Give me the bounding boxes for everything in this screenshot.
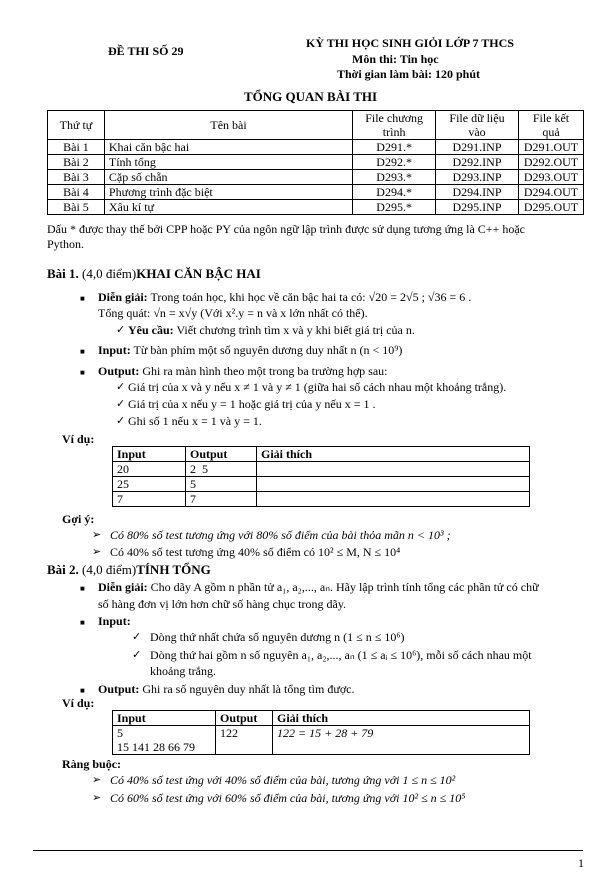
column-header: File chương trình (353, 111, 436, 140)
bullet-icon: ■ (80, 584, 85, 593)
constraint-2: Có 60% số test ứng với 60% số điểm của bài, tương ứng với 10² ≤ n ≤ 10⁵ (110, 791, 466, 805)
problem2-description (98, 580, 539, 595)
output-case-2: Giá trị của x nếu y = 1 hoặc giá trị của y nếu x = 1 . (128, 397, 376, 411)
bullet-icon: ■ (80, 686, 85, 695)
table-cell (113, 726, 216, 755)
table-row (48, 155, 584, 170)
table-header-row (48, 111, 584, 140)
hint-label: Gợi ý: (62, 512, 95, 526)
check-icon: ✓ (116, 398, 126, 410)
description-text: Cho dãy A gồm n phần tử a₁, a₂,..., aₙ. Hãy lập trình tính tổng các phần tử có chữ (150, 580, 539, 594)
table-cell (257, 462, 530, 477)
column-header: Giải thích (273, 711, 530, 726)
general-label: Tổng quát: (98, 306, 151, 320)
exam-time: Thời gian làm bài: 120 phút (337, 67, 481, 81)
table-cell: D295.* (353, 200, 436, 215)
footer-divider (33, 850, 583, 851)
bullet-icon: ■ (80, 618, 85, 627)
table-row (113, 492, 530, 507)
page-number: 1 (578, 856, 584, 870)
arrow-icon: ➢ (92, 792, 102, 804)
table-cell: Khai căn bậc hai (104, 140, 352, 155)
requirement-text: Viết chương trình tìm x và y khi biết giá trị của n. (176, 323, 415, 337)
input-line-2-cont: khoảng trắng. (150, 664, 216, 678)
column-header: Input (113, 711, 216, 726)
output-label: Output: (98, 682, 140, 696)
problem1-description (98, 290, 471, 305)
table-cell: D292.* (353, 155, 436, 170)
arrow-icon: ➢ (92, 529, 102, 541)
problem1-title: KHAI CĂN BẬC HAI (136, 266, 261, 281)
column-header: Giải thích (257, 447, 530, 462)
overview-note-line1: Dấu * được thay thế bởi CPP hoặc PY của ngôn ngữ lập trình được sử dụng tương ứng là C++ hoặc (47, 222, 525, 236)
constraint-1: Có 40% số test ứng với 40% số điểm của bài, tương ứng với 1 ≤ n ≤ 10² (110, 773, 456, 787)
table-cell: D293.* (353, 170, 436, 185)
input-line-2: Dòng thứ hai gồm n số nguyên a₁, a₂,..., aₙ (1 ≤ aᵢ ≤ 10⁶), mỗi số cách nhau một (150, 648, 532, 662)
description-label: Diễn giải: (98, 580, 148, 594)
overview-note-line2: Python. (47, 237, 85, 251)
requirement-label: Yêu cầu: (128, 323, 174, 337)
table-cell: 7 (113, 492, 186, 507)
problem1-general (98, 306, 368, 321)
table-cell: Xâu kí tự (104, 200, 352, 215)
problem2-title: TÍNH TỔNG (136, 562, 211, 577)
table-cell (257, 477, 530, 492)
input-text: Từ bàn phím một số nguyên dương duy nhất n (n < 10⁹) (133, 343, 403, 357)
problem1-output (98, 364, 388, 379)
table-cell: D293.OUT (518, 170, 583, 185)
problem2-label: Bài 2. (47, 562, 79, 577)
output-case-1: Giá trị của x và y nếu x ≠ 1 và y ≠ 1 (giữa hai số cách nhau một khoảng trắng). (128, 380, 507, 394)
example-table (112, 446, 530, 507)
hint-1: Có 80% số test tương ứng với 80% số điểm của bài thỏa mãn n < 10³ ; (110, 528, 451, 542)
exam-number: ĐỀ THI SỐ 29 (108, 44, 184, 58)
formula-general: √n = x√y (Với x².y = n và x lớn nhất có thể). (153, 306, 368, 320)
table-cell: Bài 5 (48, 200, 105, 215)
description-label: Diễn giải: (98, 290, 148, 304)
table-row (113, 726, 530, 755)
table-row (113, 477, 530, 492)
problem1-requirement (128, 323, 415, 338)
example-input-line: 5 (117, 726, 123, 740)
column-header: Input (113, 447, 186, 462)
table-cell: D293.INP (436, 170, 519, 185)
table-cell: D291.* (353, 140, 436, 155)
overview-title: TỔNG QUAN BÀI THI (244, 89, 378, 104)
table-cell: Bài 2 (48, 155, 105, 170)
table-cell: Tính tổng (104, 155, 352, 170)
bullet-icon: ■ (80, 347, 85, 356)
input-line-1: Dòng thứ nhất chứa số nguyên dương n (1 ≤ n ≤ 10⁶) (150, 630, 405, 644)
table-cell (257, 492, 530, 507)
table-cell: Bài 3 (48, 170, 105, 185)
overview-table (47, 110, 584, 215)
table-cell: D291.OUT (518, 140, 583, 155)
table-cell: D292.INP (436, 155, 519, 170)
exam-subject: Môn thi: Tin học (352, 52, 439, 66)
column-header: Output (186, 447, 257, 462)
table-cell: D295.INP (436, 200, 519, 215)
input-label: Input: (98, 343, 131, 357)
check-icon: ✓ (116, 415, 126, 427)
example-label: Ví dụ: (62, 696, 95, 710)
problem2-output (98, 682, 355, 697)
problem1-label: Bài 1. (47, 266, 79, 281)
problem1-heading (47, 266, 261, 282)
column-header: File kết quả (518, 111, 583, 140)
table-cell: 122 = 15 + 28 + 79 (273, 726, 530, 755)
table-cell: 7 (186, 492, 257, 507)
column-header: Tên bài (104, 111, 352, 140)
arrow-icon: ➢ (92, 546, 102, 558)
check-icon: ✓ (132, 649, 142, 661)
table-row (48, 185, 584, 200)
table-header-row (113, 447, 530, 462)
table-header-row (113, 711, 530, 726)
table-cell: D294.OUT (518, 185, 583, 200)
column-header: File dữ liệu vào (436, 111, 519, 140)
exam-title: KỲ THI HỌC SINH GIỎI LỚP 7 THCS (306, 36, 514, 50)
check-icon: ✓ (116, 324, 126, 336)
problem2-heading (47, 562, 211, 578)
description-text: Trong toán học, khi học về căn bậc hai ta có: (150, 290, 366, 304)
table-cell: Bài 1 (48, 140, 105, 155)
table-cell: 20 (113, 462, 186, 477)
bullet-icon: ■ (80, 294, 85, 303)
table-cell: D294.INP (436, 185, 519, 200)
column-header: Thứ tự (48, 111, 105, 140)
output-text: Ghi ra màn hình theo một trong ba trường hợp sau: (142, 364, 388, 378)
check-icon: ✓ (132, 631, 142, 643)
table-cell: Phương trình đặc biệt (104, 185, 352, 200)
output-case-3: Ghi số 1 nếu x = 1 và y = 1. (128, 414, 262, 428)
problem2-description-cont: số hàng đơn vị lớn hơn chữ số hàng chục trong dãy. (98, 597, 347, 611)
bullet-icon: ■ (80, 368, 85, 377)
table-cell: 5 (186, 477, 257, 492)
table-cell: 122 (216, 726, 273, 755)
constraints-label: Ràng buộc: (62, 757, 122, 771)
table-cell: Bài 4 (48, 185, 105, 200)
table-cell: Cặp số chẵn (104, 170, 352, 185)
table-row (113, 462, 530, 477)
check-icon: ✓ (116, 381, 126, 393)
problem2-points: (4,0 điểm) (82, 562, 137, 577)
example-label: Ví dụ: (62, 432, 95, 446)
column-header: Output (216, 711, 273, 726)
table-row (48, 140, 584, 155)
table-row (48, 200, 584, 215)
formula-example: √20 = 2√5 ; √36 = 6 . (368, 290, 472, 304)
table-cell: D292.OUT (518, 155, 583, 170)
problem1-points: (4,0 điểm) (82, 266, 137, 281)
example-table (112, 710, 530, 755)
problem2-input-label: Input: (98, 614, 131, 628)
example-input-line: 15 141 28 66 79 (117, 740, 195, 754)
hint-2: Có 40% số test tương ứng 40% số điểm có 10² ≤ M, N ≤ 10⁴ (110, 545, 401, 559)
table-cell: 2 5 (186, 462, 257, 477)
table-cell: 25 (113, 477, 186, 492)
problem1-input (98, 343, 402, 358)
output-label: Output: (98, 364, 140, 378)
arrow-icon: ➢ (92, 774, 102, 786)
output-text: Ghi ra số nguyên duy nhất là tổng tìm được. (142, 682, 355, 696)
table-cell: D291.INP (436, 140, 519, 155)
table-row (48, 170, 584, 185)
table-cell: D294.* (353, 185, 436, 200)
table-cell: D295.OUT (518, 200, 583, 215)
